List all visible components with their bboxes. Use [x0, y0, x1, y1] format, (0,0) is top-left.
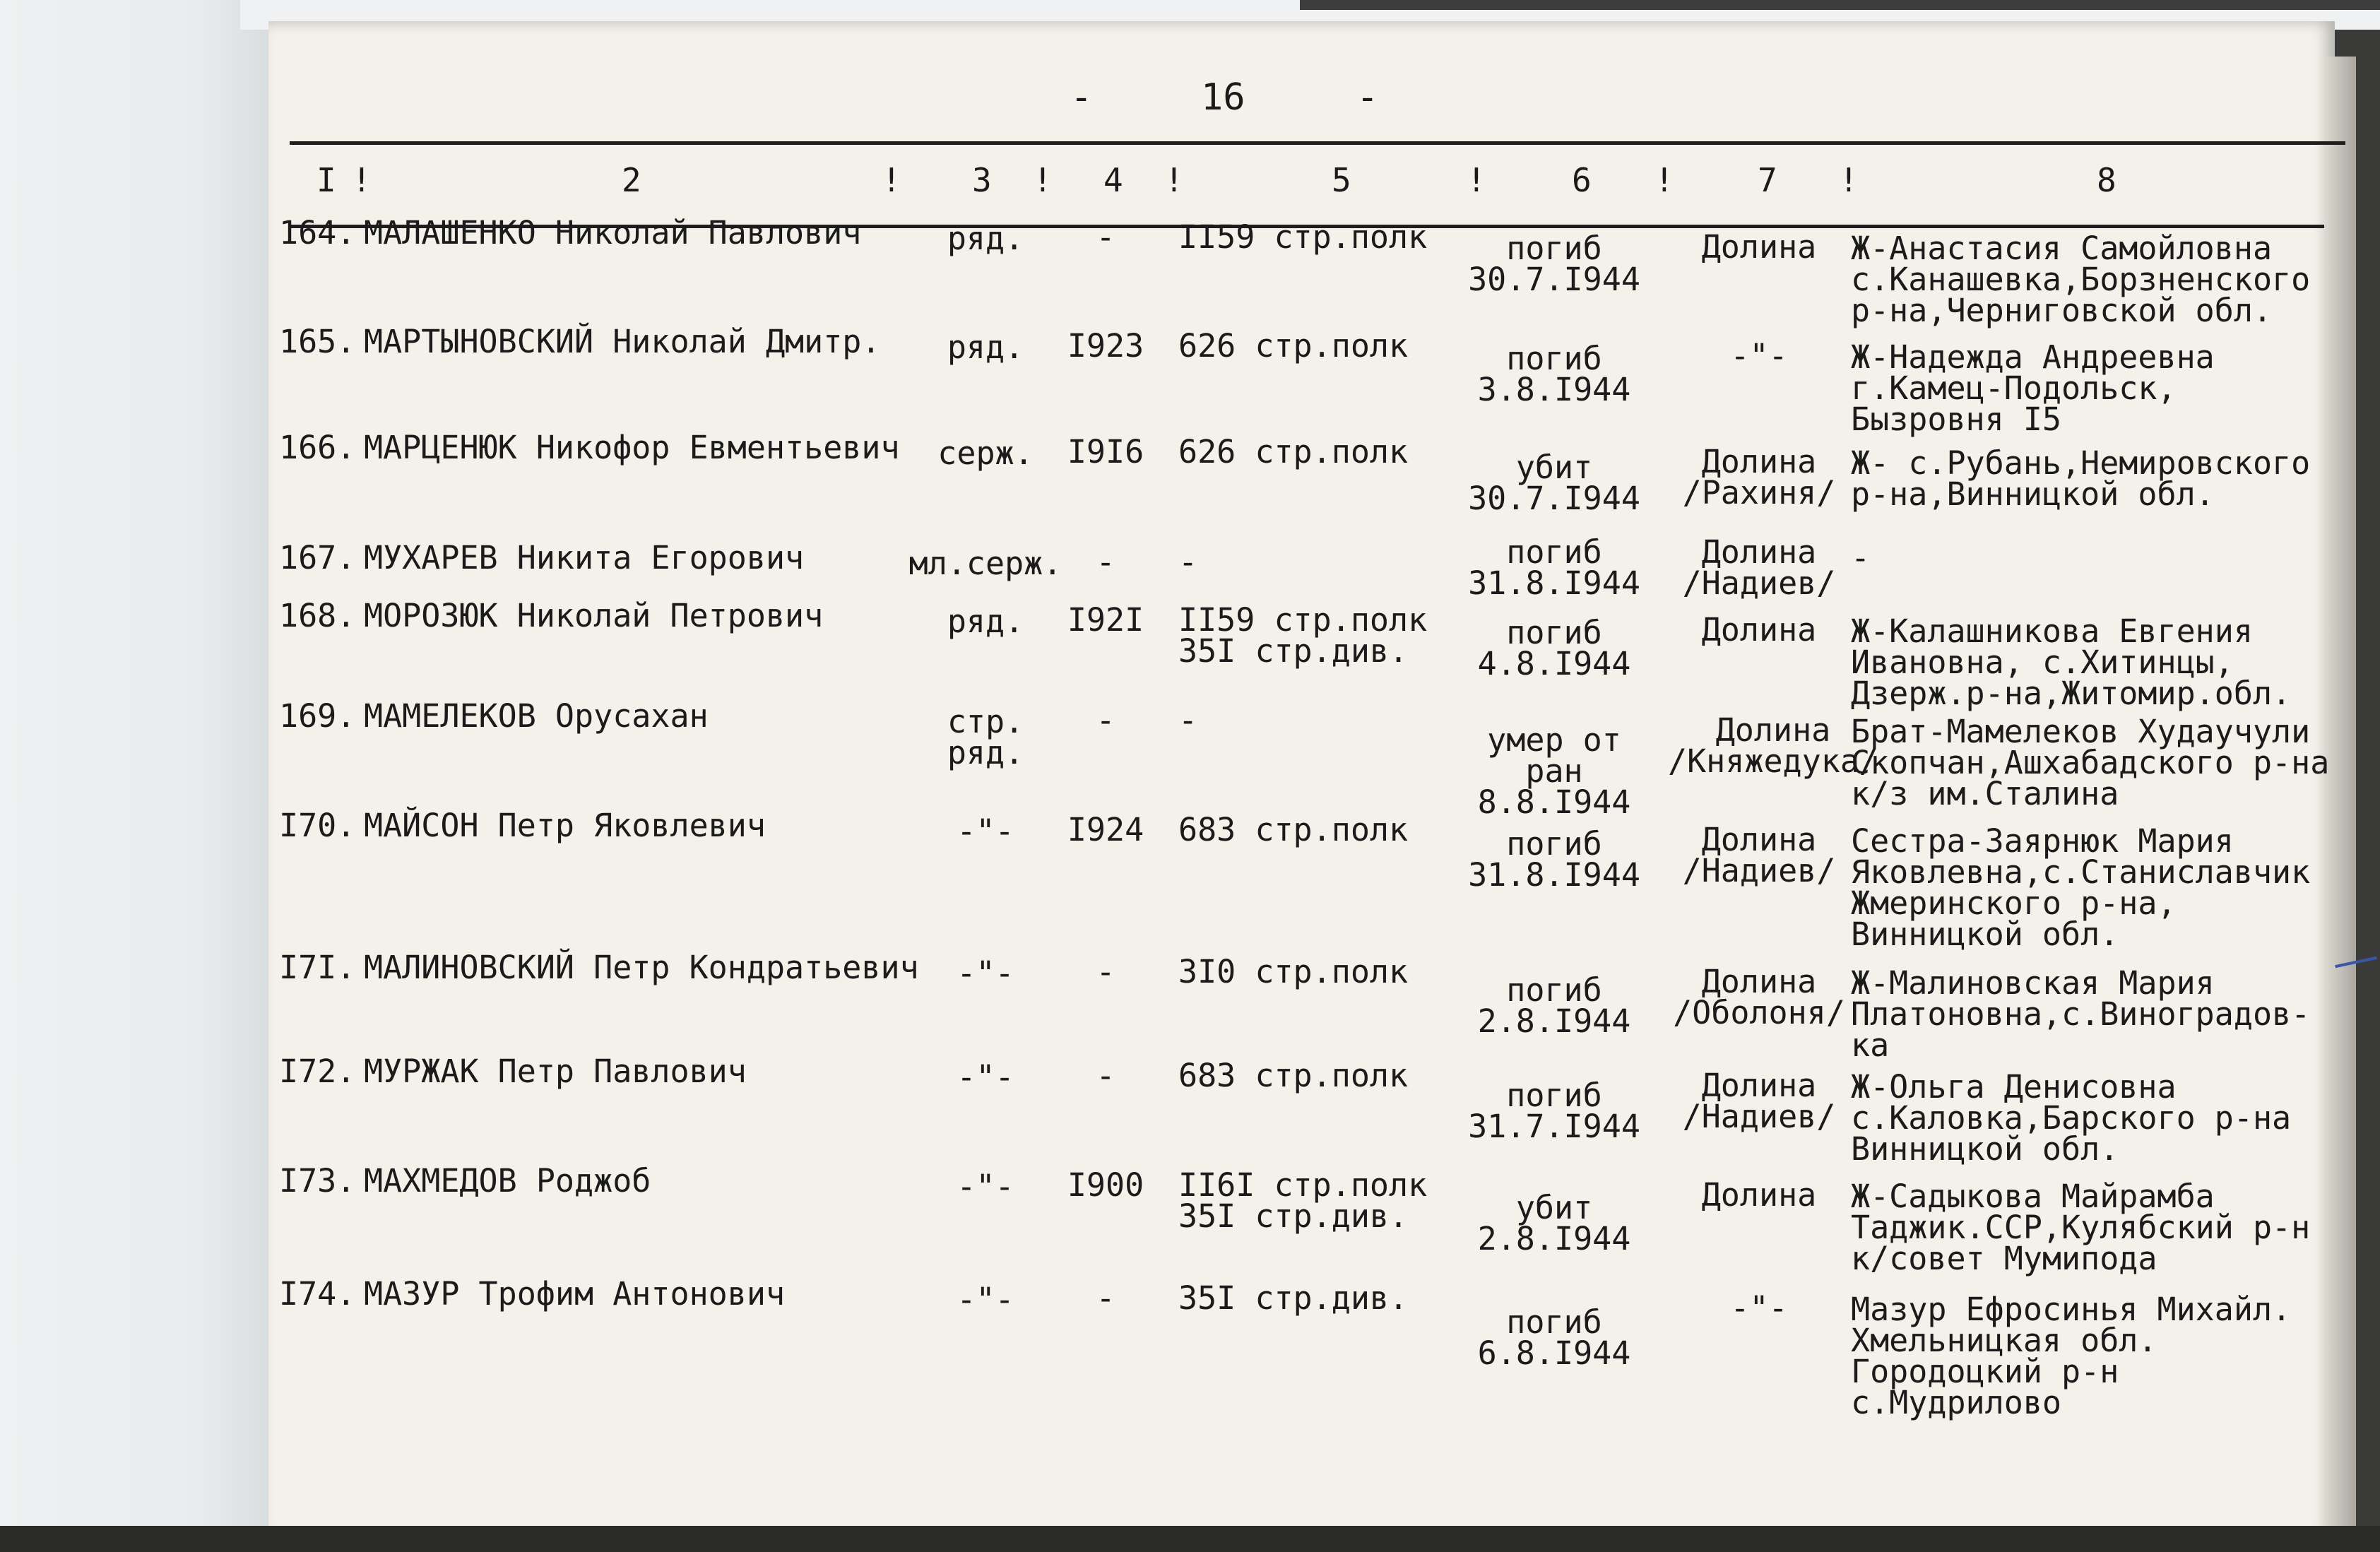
record-unit: 626 стр.полк: [1178, 327, 1409, 365]
record-place: Долина /Оболоня/: [1673, 963, 1845, 1031]
record-status: погиб 6.8.I944: [1477, 1303, 1631, 1372]
record-relatives: Ж-Ольга Денисовна с.Каловка,Барского р-на Винницкой обл.: [1851, 1068, 2292, 1168]
record-year: -: [1096, 543, 1115, 581]
record-index: I74.: [279, 1275, 356, 1313]
record-rank: серж.: [937, 434, 1034, 472]
record-place: -"-: [1730, 1289, 1788, 1327]
record-year: I9I6: [1067, 433, 1144, 470]
record-relatives: Сестра-Заярнюк Мария Яковлевна,с.Станиславчик Жмеринского р-на, Винницкой обл.: [1851, 822, 2311, 953]
record-unit: 683 стр.полк: [1178, 811, 1409, 848]
col-number-1: I: [316, 161, 336, 199]
record-place: Долина /Княжедука/: [1667, 711, 1878, 780]
record-name: МАЛАШЕНКО Николай Павлович: [364, 214, 862, 251]
col-number-3: 3: [972, 161, 992, 199]
col-separator: !: [1033, 161, 1053, 199]
record-index: I73.: [279, 1162, 356, 1199]
record-unit: -: [1178, 543, 1198, 581]
record-year: -: [1096, 218, 1115, 256]
record-rank: -"-: [957, 954, 1014, 992]
record-rank: ряд.: [947, 220, 1024, 257]
record-year: I923: [1067, 327, 1144, 365]
col-number-4: 4: [1103, 161, 1123, 199]
record-unit: 626 стр.полк: [1178, 433, 1409, 470]
record-rank: стр. ряд.: [947, 703, 1024, 771]
record-status: умер от ран 8.8.I944: [1477, 721, 1631, 821]
record-name: МУХАРЕВ Никита Егорович: [364, 539, 805, 576]
col-separator: !: [1839, 161, 1859, 199]
record-year: -: [1096, 701, 1115, 739]
header-rule-top: [290, 141, 2345, 145]
record-index: 166.: [279, 429, 356, 466]
record-place: Долина: [1701, 228, 1817, 266]
record-status: погиб 31.7.I944: [1468, 1077, 1640, 1145]
top-marks: [1300, 0, 2380, 10]
record-name: МАРТЫНОВСКИЙ Николай Дмитр.: [364, 323, 881, 360]
col-separator: !: [1467, 161, 1486, 199]
record-relatives: Мазур Ефросинья Михайл. Хмельницкая обл. Городоцкий р-н с.Мудрилово: [1851, 1291, 2292, 1421]
record-status: погиб 2.8.I944: [1477, 971, 1631, 1040]
record-index: 169.: [279, 697, 356, 735]
page-number-dash-right: -: [1356, 76, 1379, 119]
record-status: убит 2.8.I944: [1477, 1189, 1631, 1257]
record-rank: ряд.: [947, 328, 1024, 366]
record-unit: -: [1178, 701, 1198, 739]
record-name: МАМЕЛЕКОВ Орусахан: [364, 697, 709, 735]
col-separator: !: [1164, 161, 1184, 199]
record-status: погиб 31.8.I944: [1468, 533, 1640, 602]
record-index: 164.: [279, 214, 356, 251]
col-separator: !: [352, 161, 372, 199]
record-index: 168.: [279, 597, 356, 634]
record-rank: мл.серж.: [908, 545, 1062, 582]
record-status: погиб 30.7.I944: [1468, 230, 1640, 298]
record-index: 165.: [279, 323, 356, 360]
col-separator: !: [882, 161, 901, 199]
record-relatives: -: [1851, 539, 1871, 576]
record-index: I7I.: [279, 949, 356, 986]
page-number: 16: [1201, 76, 1245, 119]
record-unit: II6I стр.полк 35I стр.див.: [1178, 1166, 1428, 1235]
record-index: I70.: [279, 807, 356, 844]
record-status: погиб 31.8.I944: [1468, 825, 1640, 894]
record-relatives: Ж-Анастасия Самойловна с.Канашевка,Борзненского р-на,Черниговской обл.: [1851, 230, 2311, 329]
col-number-6: 6: [1572, 161, 1592, 199]
record-year: I92I: [1067, 601, 1144, 639]
col-number-2: 2: [622, 161, 641, 199]
record-place: Долина: [1701, 1176, 1817, 1214]
record-name: МОРОЗЮК Николай Петрович: [364, 597, 824, 634]
col-number-7: 7: [1758, 161, 1777, 199]
record-unit: II59 стр.полк: [1178, 218, 1428, 256]
record-rank: -"-: [957, 812, 1014, 850]
record-place: Долина /Надиев/: [1682, 821, 1836, 889]
record-year: I924: [1067, 811, 1144, 848]
record-name: МУРЖАК Петр Павлович: [364, 1053, 747, 1090]
record-index: 167.: [279, 539, 356, 576]
record-status: убит 30.7.I944: [1468, 449, 1640, 517]
left-page-leaf: [0, 0, 283, 1552]
col-separator: !: [1654, 161, 1674, 199]
record-place: Долина /Рахиня/: [1682, 443, 1836, 511]
record-unit: 35I стр.див.: [1178, 1279, 1409, 1317]
record-status: погиб 4.8.I944: [1477, 614, 1631, 682]
record-relatives: Ж-Садыкова Майрамба Таджик.ССР,Кулябский р-н к/совет Мумипода: [1851, 1178, 2311, 1277]
record-unit: 3I0 стр.полк: [1178, 953, 1409, 990]
record-relatives: Брат-Мамелеков Худаучули Скопчан,Ашхабадского р-на к/з им.Сталина: [1851, 713, 2330, 812]
record-year: -: [1096, 1279, 1115, 1317]
bottom-strip: [0, 1526, 2380, 1552]
record-name: МАЛИНОВСКИЙ Петр Кондратьевич: [364, 949, 919, 986]
record-name: МАЗУР Трофим Антонович: [364, 1275, 786, 1313]
record-name: МАЙСОН Петр Яковлевич: [364, 807, 766, 844]
record-name: МАРЦЕНЮК Никофор Евментьевич: [364, 429, 900, 466]
record-rank: -"-: [957, 1168, 1014, 1205]
record-rank: ряд.: [947, 603, 1024, 640]
record-unit: 683 стр.полк: [1178, 1057, 1409, 1094]
record-place: Долина /Надиев/: [1682, 533, 1836, 602]
record-rank: -"-: [957, 1058, 1014, 1096]
record-rank: -"-: [957, 1281, 1014, 1318]
record-unit: II59 стр.полк 35I стр.див.: [1178, 601, 1428, 670]
record-name: МАХМЕДОВ Роджоб: [364, 1162, 651, 1199]
record-relatives: Ж- с.Рубань,Немировского р-на,Винницкой обл.: [1851, 444, 2311, 513]
record-relatives: Ж-Малиновская Мария Платоновна,с.Виноградов- ка: [1851, 964, 2311, 1064]
col-number-5: 5: [1332, 161, 1351, 199]
record-place: Долина: [1701, 611, 1817, 648]
record-index: I72.: [279, 1053, 356, 1090]
record-year: -: [1096, 953, 1115, 990]
record-relatives: Ж-Надежда Андреевна г.Камец-Подольск, Бызровня I5: [1851, 338, 2215, 438]
record-place: Долина /Надиев/: [1682, 1067, 1836, 1135]
record-relatives: Ж-Калашникова Евгения Ивановна, с.Хитинцы, Дзерж.р-на,Житомир.обл.: [1851, 612, 2292, 712]
record-year: -: [1096, 1057, 1115, 1094]
record-place: -"-: [1730, 337, 1788, 374]
record-year: I900: [1067, 1166, 1144, 1204]
page-number-dash-left: -: [1070, 76, 1093, 119]
record-status: погиб 3.8.I944: [1477, 340, 1631, 408]
col-number-8: 8: [2097, 161, 2116, 199]
